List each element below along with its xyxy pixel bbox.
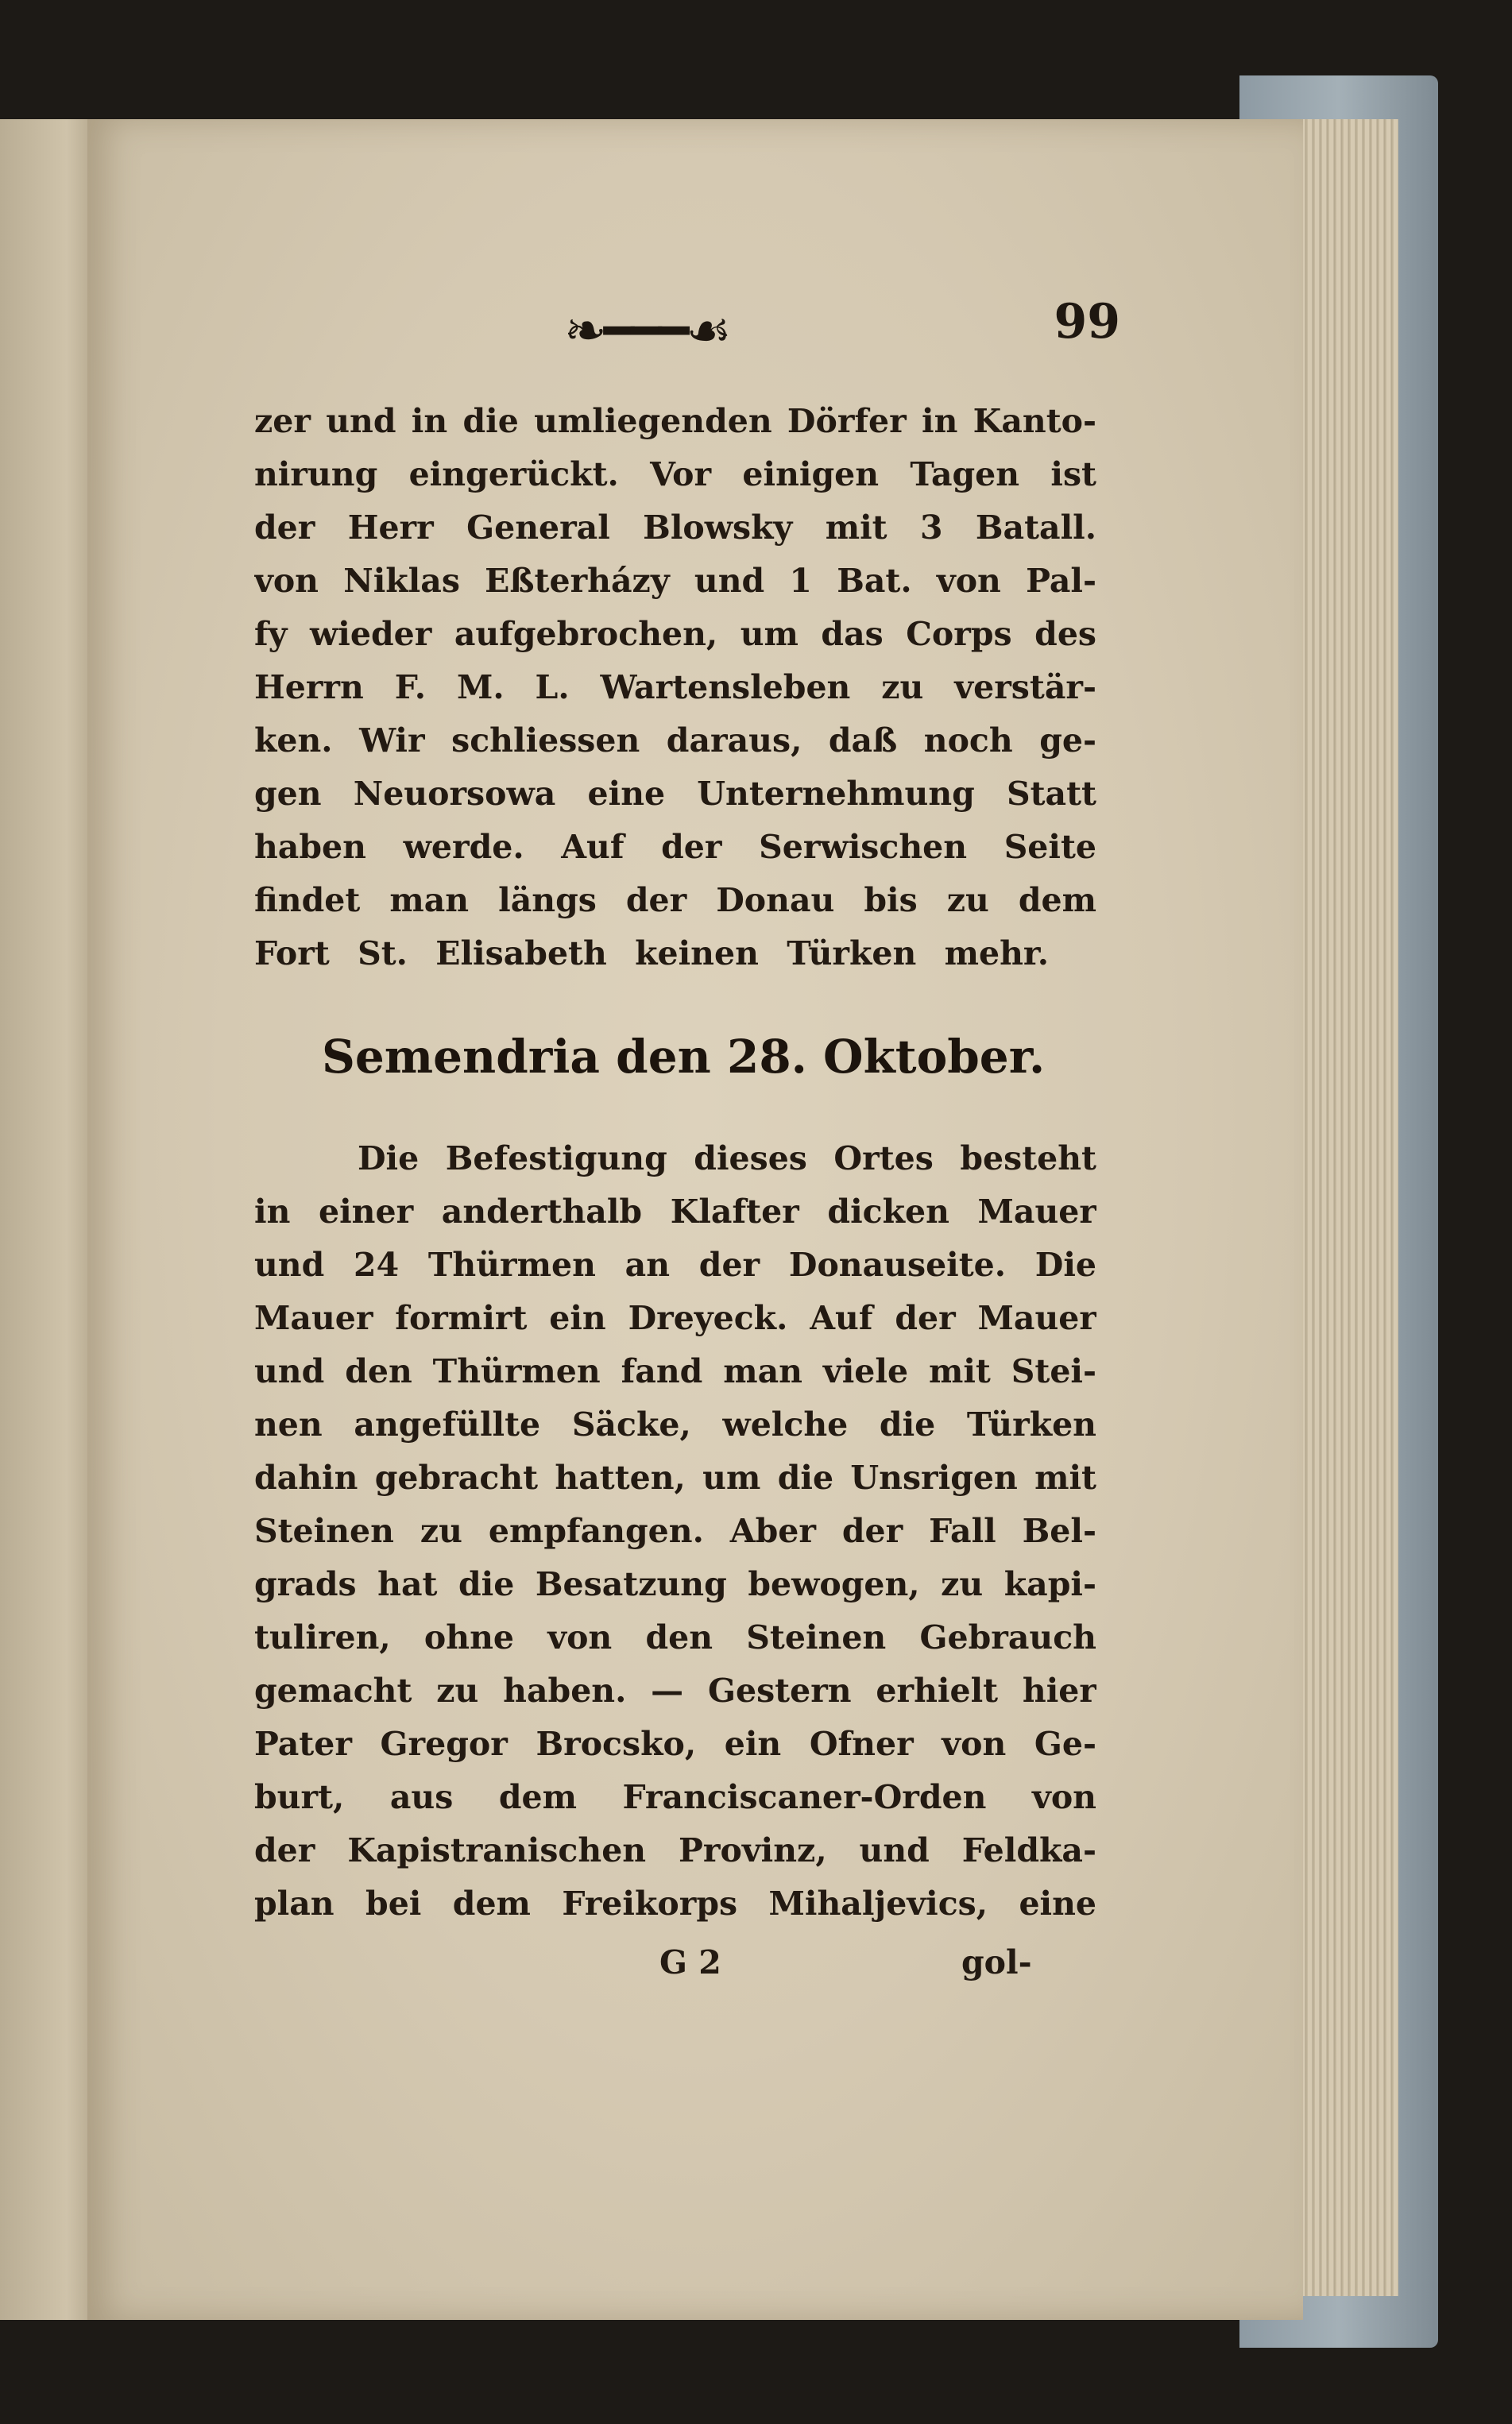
text-line: Fort St. Elisabeth keinen Türken mehr. <box>254 934 1049 972</box>
text-line: Die Befestigung dieses Ortes besteht <box>358 1139 1096 1177</box>
text-line: tuliren, ohne von den Steinen Gebrauch <box>254 1618 1096 1657</box>
text-line: nirung eingerückt. Vor einigen Tagen ist <box>254 455 1096 493</box>
text-line: ken. Wir schliessen daraus, daß noch ge- <box>254 721 1096 760</box>
text-line: Steinen zu empfangen. Aber der Fall Bel- <box>254 1512 1096 1550</box>
text-line: gemacht zu haben. — Gestern erhielt hier <box>254 1672 1096 1710</box>
text-line: zer und in die umliegenden Dörfer in Kanto- <box>254 402 1096 440</box>
text-line: der Herr General Blowsky mit 3 Batall. <box>254 508 1096 547</box>
page-header <box>516 294 1120 365</box>
text-line: in einer anderthalb Klafter dicken Mauer <box>254 1193 1096 1231</box>
text-line: findet man längs der Donau bis zu dem <box>254 881 1096 919</box>
text-line: Herrn F. M. L. Wartensleben zu verstär- <box>254 668 1096 706</box>
section-heading: Semendria den 28. Oktober. <box>322 1030 1046 1084</box>
page-number: 99 <box>1054 294 1120 350</box>
text-line: Mauer formirt ein Dreyeck. Auf der Mauer <box>254 1299 1096 1337</box>
text-line: grads hat die Besatzung bewogen, zu kapi- <box>254 1565 1096 1603</box>
signature-mark: G 2 <box>659 1943 721 1981</box>
text-line: von Niklas Eßterházy und 1 Bat. von Pal- <box>254 562 1096 600</box>
text-line: burt, aus dem Franciscaner-Orden von <box>254 1778 1096 1816</box>
text-line: der Kapistranischen Provinz, und Feldka- <box>254 1831 1096 1869</box>
text-line: plan bei dem Freikorps Mihaljevics, eine <box>254 1885 1096 1923</box>
text-line: haben werde. Auf der Serwischen Seite <box>254 828 1096 866</box>
text-line: fy wieder aufgebrochen, um das Corps des <box>254 615 1096 653</box>
text-line: und 24 Thürmen an der Donauseite. Die <box>254 1246 1096 1284</box>
text-line: Pater Gregor Brocsko, ein Ofner von Ge- <box>254 1725 1096 1763</box>
ornament-icon: ❧━━━☙ <box>564 302 729 361</box>
text-line: nen angefüllte Säcke, welche die Türken <box>254 1405 1096 1444</box>
text-line: dahin gebracht hatten, um die Unsrigen mit <box>254 1459 1096 1497</box>
text-line: und den Thürmen fand man viele mit Stei- <box>254 1352 1096 1390</box>
text-line: gen Neuorsowa eine Unternehmung Statt <box>254 775 1096 813</box>
catchword: gol- <box>961 1943 1032 1981</box>
